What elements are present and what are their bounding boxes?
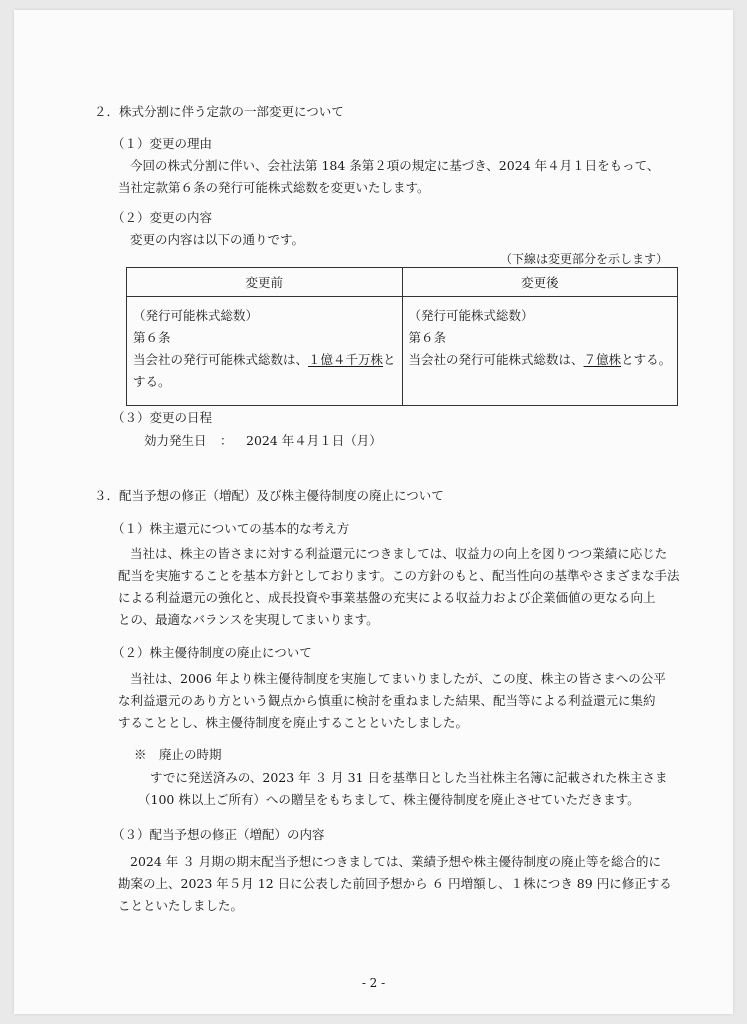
reason-line-2: 当社定款第６条の発行可能株式総数を変更いたします。 bbox=[118, 180, 430, 195]
policy-line-4: との、最適なバランスを実現してまいります。 bbox=[118, 612, 379, 627]
policy-line-3: による利益還元の強化と、成長投資や事業基盤の充実による収益力および企業価値の更なる向上 bbox=[118, 590, 656, 605]
revision-heading: （３）配当予想の修正（増配）の内容 bbox=[112, 827, 325, 842]
page-number: - 2 - bbox=[361, 976, 386, 990]
content-intro: 変更の内容は以下の通りです。 bbox=[130, 232, 305, 247]
after-column-header: 変更後 bbox=[402, 268, 678, 297]
timing-line-2: （100 株以上ご所有）への贈呈をもちまして、株主優待制度を廃止させていただきます。 bbox=[138, 792, 640, 807]
policy-line-1: 当社は、株主の皆さまに対する利益還元につきましては、収益力の向上を図りつつ業績に応じた bbox=[130, 546, 668, 561]
section-2-heading: ２．株式分割に伴う定款の一部変更について bbox=[94, 104, 344, 119]
abolition-line-1: 当社は、2006 年より株主優待制度を実施してまいりましたが、この度、株主の皆さまへの公平 bbox=[130, 671, 666, 686]
before-cell bbox=[127, 297, 403, 406]
revision-line-2: 勘案の上、2023 年５月 12 日に公表した前回予想から ６ 円増額し、１株につき 89 円に修正する bbox=[118, 876, 672, 891]
after-title: （発行可能株式総数） bbox=[408, 308, 534, 323]
effective-date-label: 効力発生日 bbox=[144, 433, 207, 448]
revision-line-1: 2024 年 ３ 月期の期末配当予想につきましては、業績予想や株主優待制度の廃止等を総合的に bbox=[130, 854, 661, 869]
schedule-heading: （３）変更の日程 bbox=[112, 410, 213, 425]
abolition-heading: （２）株主優待制度の廃止について bbox=[112, 645, 312, 660]
section-3-heading: ３．配当予想の修正（増配）及び株主優待制度の廃止について bbox=[94, 488, 444, 503]
before-text-line-2: する。 bbox=[133, 374, 171, 389]
reason-heading: （１）変更の理由 bbox=[112, 136, 213, 151]
before-article: 第６条 bbox=[133, 330, 171, 345]
after-text: 当会社の発行可能株式総数は、７億株とする。 bbox=[408, 352, 672, 367]
revision-line-3: ことといたしました。 bbox=[118, 898, 244, 913]
after-changed-value: ７億株 bbox=[583, 352, 622, 367]
effective-date-colon: ： bbox=[220, 433, 233, 448]
abolition-line-2: な利益還元のあり方という観点から慎重に検討を重ねました結果、配当等による利益還元に集約 bbox=[118, 693, 656, 708]
timing-heading: ※ 廃止の時期 bbox=[134, 747, 222, 762]
before-column-header: 変更前 bbox=[127, 268, 403, 297]
timing-line-1: すでに発送済みの、2023 年 ３ 月 31 日を基準日とした当社株主名簿に記載された株主さま bbox=[150, 770, 668, 785]
after-article: 第６条 bbox=[408, 330, 447, 345]
after-cell bbox=[402, 297, 678, 406]
effective-date-value: 2024 年４月１日（月） bbox=[246, 433, 382, 448]
content-heading: （２）変更の内容 bbox=[112, 210, 213, 225]
before-changed-value: １億４千万株 bbox=[308, 352, 384, 367]
before-text: 当会社の発行可能株式総数は、１億４千万株と bbox=[133, 352, 396, 367]
articles-change-table bbox=[126, 267, 678, 406]
policy-line-2: 配当を実施することを基本方針としております。この方針のもと、配当性向の基準やさまざまな手法 bbox=[118, 568, 680, 583]
abolition-line-3: することとし、株主優待制度を廃止することといたしました。 bbox=[118, 715, 469, 730]
before-title: （発行可能株式総数） bbox=[133, 308, 259, 323]
document-page bbox=[14, 10, 733, 1014]
policy-heading: （１）株主還元についての基本的な考え方 bbox=[112, 521, 350, 536]
reason-line-1: 今回の株式分割に伴い、会社法第 184 条第２項の規定に基づき、2024 年４月１日をもって、 bbox=[130, 158, 660, 173]
underline-note: （下線は変更部分を示します） bbox=[500, 252, 669, 266]
